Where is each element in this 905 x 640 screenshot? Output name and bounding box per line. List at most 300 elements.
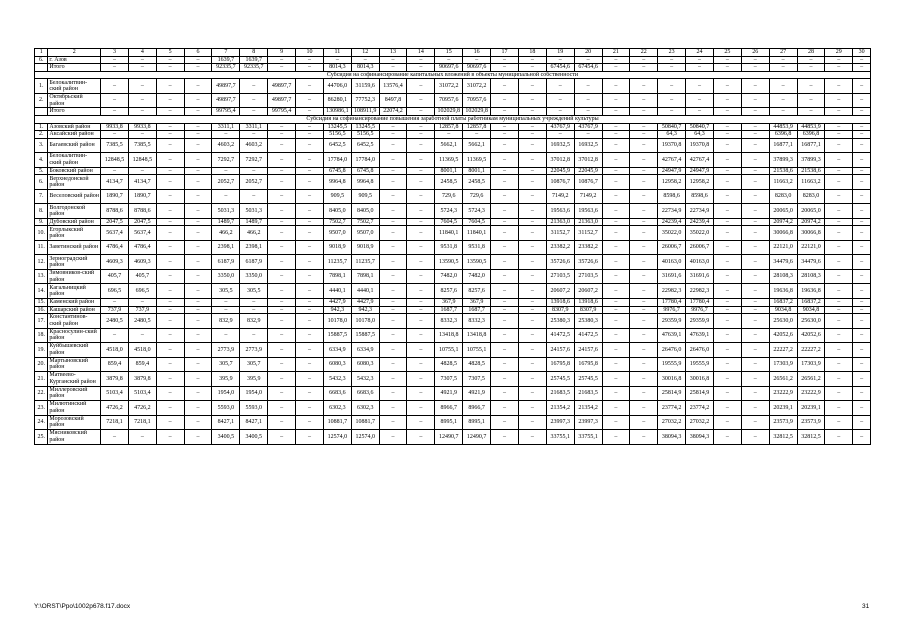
value-cell: – (853, 255, 871, 270)
value-cell: – (825, 298, 853, 306)
row-number (35, 108, 48, 116)
row-name: Кагальницкий район (48, 284, 101, 299)
value-cell: 2458,5 (435, 175, 463, 190)
value-cell: – (630, 357, 658, 372)
value-cell: – (296, 415, 324, 430)
row-number: 2. (35, 93, 48, 108)
value-cell: – (184, 226, 212, 241)
value-cell: 5724,3 (435, 204, 463, 219)
value-cell: – (407, 204, 435, 219)
value-cell: – (156, 415, 184, 430)
value-cell: 11369,5 (463, 153, 491, 168)
value-cell: – (630, 269, 658, 284)
value-cell: – (184, 123, 212, 131)
value-cell: – (184, 204, 212, 219)
value-cell: – (407, 415, 435, 430)
value-cell: – (602, 328, 630, 343)
header-cell: 4 (128, 49, 156, 57)
value-cell: – (407, 314, 435, 329)
value-cell: – (268, 298, 296, 306)
value-cell: 8788,6 (101, 204, 129, 219)
row-number: 14. (35, 284, 48, 299)
value-cell: 16877,1 (769, 138, 797, 153)
value-cell: – (268, 138, 296, 153)
value-cell: – (658, 56, 686, 64)
header-cell: 6 (184, 49, 212, 57)
value-cell: – (491, 175, 519, 190)
value-cell: 405,7 (101, 269, 129, 284)
value-cell: 20065,0 (797, 204, 825, 219)
value-cell: 90697,6 (463, 64, 491, 72)
row-name: Милютинский район (48, 401, 101, 416)
value-cell: – (518, 372, 546, 387)
footer-file-path: Y:\ORST\Ppo\1002p678.f17.docx (34, 603, 131, 610)
value-cell: 16795,8 (574, 357, 602, 372)
header-cell: 11 (323, 49, 351, 57)
value-cell: – (574, 108, 602, 116)
row-name: Кашарский район (48, 306, 101, 314)
value-cell: 24157,6 (546, 343, 574, 358)
value-cell: 13590,5 (435, 255, 463, 270)
value-cell: 42767,4 (686, 153, 714, 168)
value-cell: 395,9 (240, 372, 268, 387)
value-cell: 942,3 (351, 306, 379, 314)
value-cell: 19563,6 (546, 204, 574, 219)
value-cell: 6080,3 (351, 357, 379, 372)
value-cell: 7502,7 (323, 218, 351, 226)
value-cell: – (101, 298, 129, 306)
value-cell: – (379, 189, 407, 204)
value-cell: – (407, 386, 435, 401)
value-cell: – (156, 123, 184, 131)
value-cell: – (212, 131, 240, 139)
value-cell: 17303,9 (769, 357, 797, 372)
value-cell: – (602, 131, 630, 139)
value-cell: – (825, 357, 853, 372)
value-cell: 7218,1 (101, 415, 129, 430)
header-number-row (35, 49, 871, 57)
value-cell: – (156, 218, 184, 226)
section-title-row (35, 115, 871, 123)
value-cell: 305,5 (212, 284, 240, 299)
value-cell: – (602, 306, 630, 314)
value-cell: 31072,2 (463, 79, 491, 94)
header-cell: 12 (351, 49, 379, 57)
value-cell: – (407, 108, 435, 116)
value-cell: 11840,1 (435, 226, 463, 241)
value-cell: – (379, 240, 407, 255)
value-cell: – (797, 56, 825, 64)
row-number: 15. (35, 298, 48, 306)
value-cell: – (379, 343, 407, 358)
value-cell: – (379, 269, 407, 284)
value-cell: 19370,8 (658, 138, 686, 153)
row-number: 10. (35, 226, 48, 241)
value-cell: 5103,4 (128, 386, 156, 401)
value-cell: – (853, 401, 871, 416)
value-cell: – (296, 123, 324, 131)
value-cell: – (713, 79, 741, 94)
value-cell: – (379, 153, 407, 168)
value-cell: – (518, 401, 546, 416)
value-cell: 23573,9 (797, 415, 825, 430)
value-cell: – (769, 56, 797, 64)
value-cell: 9018,9 (323, 240, 351, 255)
value-cell: – (156, 430, 184, 445)
value-cell: – (825, 131, 853, 139)
row-name: Белокалитвин-ский район (48, 153, 101, 168)
value-cell: 38094,3 (658, 430, 686, 445)
value-cell: – (630, 138, 658, 153)
value-cell: 7604,5 (435, 218, 463, 226)
value-cell: 31152,7 (574, 226, 602, 241)
value-cell: – (156, 56, 184, 64)
value-cell: 30016,8 (686, 372, 714, 387)
value-cell: – (184, 218, 212, 226)
value-cell: – (630, 314, 658, 329)
value-cell: – (240, 131, 268, 139)
value-cell: 4518,0 (101, 343, 129, 358)
value-cell: 4921,9 (463, 386, 491, 401)
value-cell: – (741, 138, 769, 153)
value-cell: – (268, 328, 296, 343)
value-cell: 67454,6 (574, 64, 602, 72)
value-cell: – (658, 108, 686, 116)
value-cell: – (630, 79, 658, 94)
value-cell: – (268, 189, 296, 204)
value-cell: – (518, 386, 546, 401)
value-cell: 13418,8 (435, 328, 463, 343)
value-cell: 6396,8 (797, 131, 825, 139)
row-name: Морозовский район (48, 415, 101, 430)
value-cell: – (491, 430, 519, 445)
value-cell: – (630, 284, 658, 299)
header-cell: 18 (518, 49, 546, 57)
value-cell: – (323, 56, 351, 64)
value-cell: – (713, 175, 741, 190)
value-cell: 19555,9 (658, 357, 686, 372)
value-cell: 2773,9 (240, 343, 268, 358)
value-cell: – (296, 108, 324, 116)
value-cell: 27103,5 (574, 269, 602, 284)
value-cell: 43767,9 (546, 123, 574, 131)
value-cell: – (602, 415, 630, 430)
value-cell: – (101, 108, 129, 116)
value-cell: – (630, 255, 658, 270)
value-cell: – (713, 240, 741, 255)
value-cell: – (296, 240, 324, 255)
value-cell: – (156, 298, 184, 306)
row-number: 6. (35, 56, 48, 64)
value-cell: – (296, 56, 324, 64)
value-cell: 2480,5 (128, 314, 156, 329)
value-cell: – (825, 328, 853, 343)
value-cell: 9034,8 (769, 306, 797, 314)
value-cell: 8995,1 (435, 415, 463, 430)
value-cell: – (296, 138, 324, 153)
value-cell: 30066,8 (769, 226, 797, 241)
value-cell: 4134,7 (101, 175, 129, 190)
value-cell: 11369,5 (435, 153, 463, 168)
value-cell: – (268, 343, 296, 358)
value-cell: 6302,3 (323, 401, 351, 416)
value-cell: – (602, 79, 630, 94)
value-cell: – (630, 306, 658, 314)
value-cell: – (825, 189, 853, 204)
value-cell: – (713, 386, 741, 401)
value-cell: 37899,3 (769, 153, 797, 168)
value-cell: – (686, 93, 714, 108)
value-cell: – (407, 123, 435, 131)
value-cell: – (713, 64, 741, 72)
value-cell: – (407, 79, 435, 94)
value-cell: 6683,6 (351, 386, 379, 401)
value-cell: 8427,1 (212, 415, 240, 430)
value-cell: – (713, 306, 741, 314)
value-cell: – (156, 372, 184, 387)
value-cell: – (518, 123, 546, 131)
value-cell: 8598,6 (686, 189, 714, 204)
value-cell: – (630, 401, 658, 416)
value-cell: – (741, 189, 769, 204)
value-cell: – (602, 357, 630, 372)
value-cell: – (156, 401, 184, 416)
value-cell: 6452,5 (351, 138, 379, 153)
value-cell: – (518, 226, 546, 241)
value-cell: – (491, 93, 519, 108)
value-cell: – (518, 56, 546, 64)
value-cell: – (518, 64, 546, 72)
value-cell: – (491, 138, 519, 153)
value-cell: – (518, 269, 546, 284)
header-cell: 16 (463, 49, 491, 57)
row-name: Октябрьский район (48, 93, 101, 108)
value-cell: 50840,7 (658, 123, 686, 131)
value-cell: 30066,8 (797, 226, 825, 241)
value-cell: – (296, 218, 324, 226)
value-cell: 23774,2 (686, 401, 714, 416)
value-cell: 1687,7 (463, 306, 491, 314)
value-cell: – (713, 372, 741, 387)
value-cell: – (518, 357, 546, 372)
value-cell: – (407, 93, 435, 108)
value-cell: – (713, 189, 741, 204)
value-cell: – (184, 79, 212, 94)
value-cell: – (156, 131, 184, 139)
value-cell: – (769, 79, 797, 94)
value-cell: 47639,1 (686, 328, 714, 343)
value-cell: 8332,3 (435, 314, 463, 329)
value-cell: – (825, 255, 853, 270)
value-cell: – (602, 93, 630, 108)
value-cell: – (296, 357, 324, 372)
value-cell: 31072,2 (435, 79, 463, 94)
row-name: Миллеровский район (48, 386, 101, 401)
value-cell: – (184, 93, 212, 108)
value-cell: – (184, 415, 212, 430)
value-cell: – (407, 298, 435, 306)
value-cell: 25814,9 (658, 386, 686, 401)
value-cell: – (741, 306, 769, 314)
value-cell: – (713, 357, 741, 372)
value-cell: 16795,8 (546, 357, 574, 372)
value-cell: 5103,4 (101, 386, 129, 401)
value-cell: – (128, 328, 156, 343)
value-cell: 11235,7 (323, 255, 351, 270)
value-cell: 6745,8 (323, 167, 351, 175)
value-cell: – (574, 56, 602, 64)
value-cell: – (407, 189, 435, 204)
value-cell: – (296, 298, 324, 306)
value-cell: – (156, 240, 184, 255)
value-cell: – (853, 131, 871, 139)
row-number: 25. (35, 430, 48, 445)
value-cell: – (825, 204, 853, 219)
value-cell: – (741, 415, 769, 430)
value-cell: 70957,6 (463, 93, 491, 108)
value-cell: 23573,9 (769, 415, 797, 430)
value-cell: – (853, 79, 871, 94)
row-number: 17. (35, 314, 48, 329)
value-cell: 5432,3 (323, 372, 351, 387)
value-cell: – (825, 108, 853, 116)
value-cell: – (741, 123, 769, 131)
value-cell: 49897,7 (212, 93, 240, 108)
value-cell: – (379, 306, 407, 314)
value-cell: – (741, 131, 769, 139)
row-name: Заветинский район (48, 240, 101, 255)
row-number: 19. (35, 343, 48, 358)
value-cell: 4828,5 (435, 357, 463, 372)
table-row (35, 430, 871, 445)
value-cell: 3350,0 (212, 269, 240, 284)
value-cell: 9507,0 (323, 226, 351, 241)
value-cell: – (101, 167, 129, 175)
row-name: Красносулин-ский район (48, 328, 101, 343)
value-cell: 367,9 (463, 298, 491, 306)
section-title: Субсидия на софинансирование капитальных вложений в объекты муниципальной собственности (35, 71, 871, 79)
row-name: Волгодонской район (48, 204, 101, 219)
value-cell: 31691,6 (686, 269, 714, 284)
row-number: 11. (35, 240, 48, 255)
value-cell: 92335,7 (212, 64, 240, 72)
value-cell: 909,5 (351, 189, 379, 204)
table-row (35, 306, 871, 314)
value-cell: 25814,9 (686, 386, 714, 401)
row-number: 21. (35, 372, 48, 387)
value-cell: 99795,4 (212, 108, 240, 116)
value-cell: – (491, 255, 519, 270)
header-cell: 2 (48, 49, 101, 57)
value-cell: – (713, 298, 741, 306)
value-cell: 3350,0 (240, 269, 268, 284)
value-cell: 22227,2 (769, 343, 797, 358)
value-cell: – (491, 79, 519, 94)
value-cell: – (491, 372, 519, 387)
value-cell: 3400,5 (212, 430, 240, 445)
value-cell: – (853, 284, 871, 299)
value-cell: – (212, 306, 240, 314)
value-cell: 15887,5 (323, 328, 351, 343)
value-cell: – (268, 269, 296, 284)
value-cell: – (379, 167, 407, 175)
table-row (35, 415, 871, 430)
value-cell: 12857,8 (435, 123, 463, 131)
value-cell: – (574, 79, 602, 94)
table-row (35, 298, 871, 306)
row-number: 24. (35, 415, 48, 430)
value-cell: – (491, 343, 519, 358)
value-cell: 26476,0 (686, 343, 714, 358)
value-cell: 729,6 (463, 189, 491, 204)
value-cell: 49897,7 (212, 79, 240, 94)
value-cell: 466,2 (240, 226, 268, 241)
value-cell: 7385,5 (128, 138, 156, 153)
value-cell: – (407, 401, 435, 416)
value-cell: – (574, 93, 602, 108)
value-cell: – (518, 204, 546, 219)
value-cell: 2398,1 (212, 240, 240, 255)
value-cell: – (825, 218, 853, 226)
table-body (35, 49, 871, 445)
value-cell: – (268, 123, 296, 131)
value-cell: 25380,3 (546, 314, 574, 329)
value-cell: – (491, 167, 519, 175)
value-cell: – (741, 328, 769, 343)
value-cell: – (546, 108, 574, 116)
value-cell: – (296, 372, 324, 387)
value-cell: – (602, 153, 630, 168)
value-cell: – (268, 167, 296, 175)
row-number: 5. (35, 167, 48, 175)
header-cell: 28 (797, 49, 825, 57)
value-cell: 16932,5 (546, 138, 574, 153)
value-cell: – (853, 153, 871, 168)
value-cell: 10881,7 (351, 415, 379, 430)
value-cell: 22121,0 (769, 240, 797, 255)
section-title: Субсидия на софинансирование повышения заработной платы работникам муниципальных учреждений культуры (35, 115, 871, 123)
header-cell: 20 (574, 49, 602, 57)
value-cell: 8307,9 (574, 306, 602, 314)
table-row (35, 93, 871, 108)
value-cell: – (296, 343, 324, 358)
value-cell: – (491, 108, 519, 116)
table-row (35, 240, 871, 255)
value-cell: 41472,5 (546, 328, 574, 343)
value-cell: 24157,6 (574, 343, 602, 358)
value-cell: 367,9 (435, 298, 463, 306)
value-cell: – (602, 401, 630, 416)
row-number: 18. (35, 328, 48, 343)
row-number: 6. (35, 175, 48, 190)
value-cell: – (268, 386, 296, 401)
value-cell: – (741, 314, 769, 329)
value-cell: 29359,9 (686, 314, 714, 329)
value-cell: – (407, 175, 435, 190)
value-cell: – (602, 269, 630, 284)
value-cell: – (630, 415, 658, 430)
value-cell: – (574, 131, 602, 139)
value-cell: – (296, 255, 324, 270)
value-cell: 8001,1 (463, 167, 491, 175)
value-cell: 9976,7 (658, 306, 686, 314)
value-cell: 23382,2 (546, 240, 574, 255)
table-row (35, 328, 871, 343)
value-cell: 2398,1 (240, 240, 268, 255)
value-cell: – (379, 123, 407, 131)
value-cell: – (741, 93, 769, 108)
value-cell: – (491, 328, 519, 343)
